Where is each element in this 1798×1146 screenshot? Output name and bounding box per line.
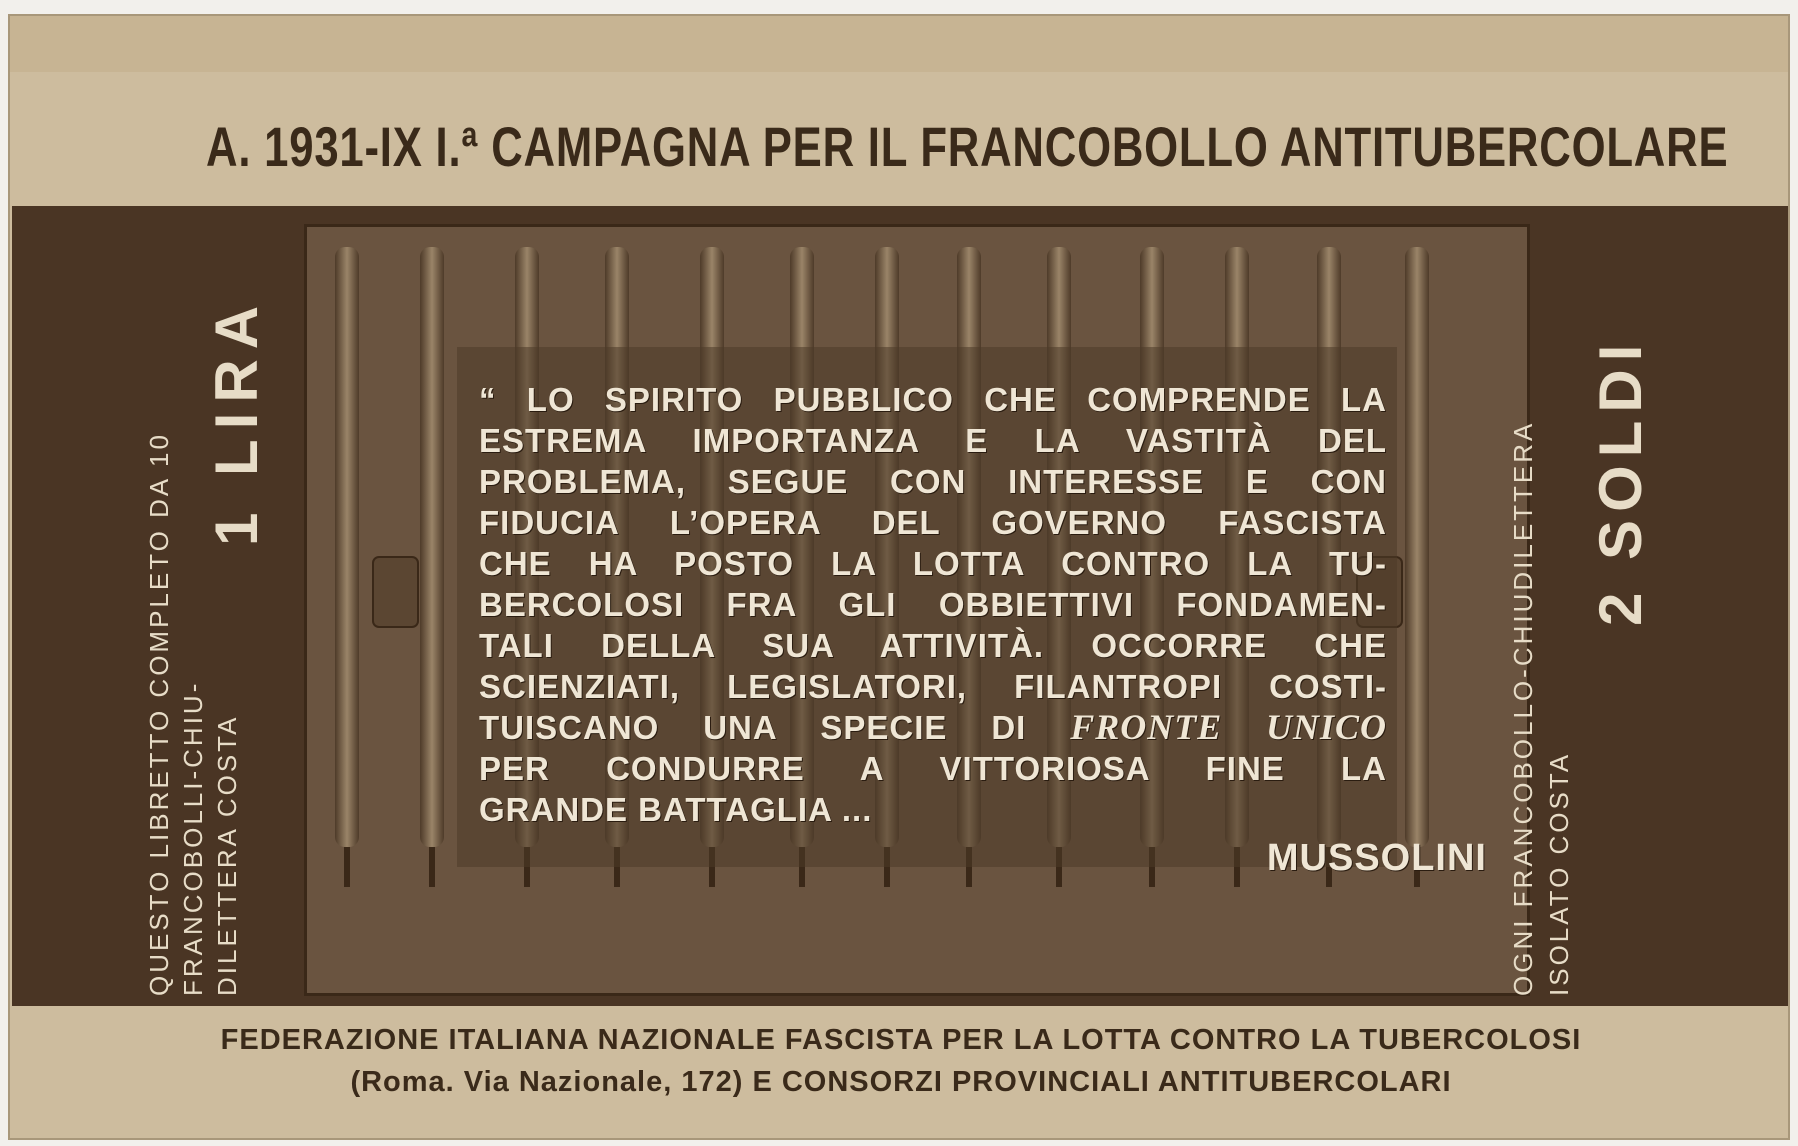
quote-line: GRANDE BATTAGLIA ...	[479, 791, 873, 828]
left-text-line3: DILETTERA COSTA	[212, 714, 242, 996]
quote-line	[479, 707, 1387, 748]
footer-line1: FEDERAZIONE ITALIANA NAZIONALE FASCISTA PER LA LOTTA CONTRO LA TUBERCOLOSI	[220, 1024, 1582, 1056]
quote-line: SCIENZIATI, LEGISLATORI, FILANTROPI COSTI-	[479, 668, 1387, 705]
right-text-line1: OGNI FRANCOBOLLO-CHIUDILETTERA	[1508, 420, 1538, 996]
top-strip	[10, 16, 1788, 72]
right-price: 2 SOLDI	[1587, 336, 1654, 626]
postcard	[8, 14, 1790, 1140]
quote-line: “ LO SPIRITO PUBBLICO CHE COMPRENDE LA	[479, 381, 1387, 418]
footer-line2: (Roma. Via Nazionale, 172) E CONSORZI PROVINCIALI ANTITUBERCOLARI	[350, 1066, 1452, 1098]
left-text-line1: QUESTO LIBRETTO COMPLETO DA 10	[144, 432, 174, 996]
quote-emphasis: FRONTE UNICO	[1070, 707, 1387, 747]
quote-line: TALI DELLA SUA ATTIVITÀ. OCCORRE CHE	[479, 627, 1387, 664]
quote-line: PROBLEMA, SEGUE CON INTERESSE E CON	[479, 463, 1387, 500]
quote-line: BERCOLOSI FRA GLI OBBIETTIVI FONDAMEN-	[479, 586, 1387, 623]
dark-band	[12, 206, 1788, 1006]
quote-line: FIDUCIA L’OPERA DEL GOVERNO FASCISTA	[479, 504, 1387, 541]
quote-line: PER CONDURRE A VITTORIOSA FINE LA	[479, 750, 1387, 787]
mussolini-quote	[479, 379, 1387, 830]
left-panel	[32, 206, 294, 1006]
right-panel	[1468, 206, 1758, 1006]
left-text-line2: FRANCOBOLLI-CHIU-	[178, 680, 208, 996]
quote-line: ESTREMA IMPORTANZA E LA VASTITÀ DEL	[479, 422, 1387, 459]
signature: MUSSOLINI	[1266, 837, 1487, 879]
card-title: A. 1931-IX I.ª CAMPAGNA PER IL FRANCOBOLLO ANTITUBERCOLARE	[206, 115, 1729, 178]
quote-line: CHE HA POSTO LA LOTTA CONTRO LA TU-	[479, 545, 1387, 582]
left-price: 1 LIRA	[203, 295, 270, 546]
right-text-line2: ISOLATO COSTA	[1544, 751, 1574, 996]
fasces-plaque	[304, 224, 1530, 996]
quote-line-part: TUISCANO UNA SPECIE DI	[479, 709, 1027, 746]
